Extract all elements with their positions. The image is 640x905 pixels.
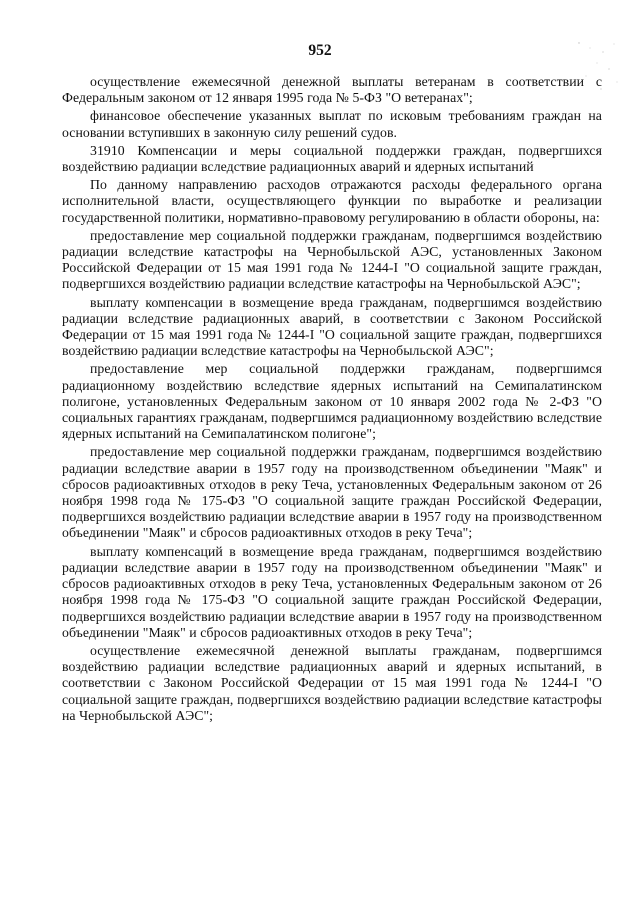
page-number: 952 bbox=[308, 42, 332, 59]
paragraph-radiation-compensation: выплату компенсации в возмещение вреда гражданам, подвергшимся воздействию радиации вследствие радиационных аварий, в соответствии с Законом Российской Федерации от 15 мая 1991 года № 1244-I "О социальной защите граждан, подвергшихся воздействию радиации вследствие катастрофы на Чернобыльской АЭС"; bbox=[62, 294, 602, 359]
paragraph-section-31910: 31910 Компенсации и меры социальной поддержки граждан, подвергшихся воздействию радиации вследствие радиационных аварий и ядерных испытаний bbox=[62, 142, 602, 175]
paragraph-monthly-radiation-payment: осуществление ежемесячной денежной выплаты гражданам, подвергшимся воздействию радиации вследствие радиационных аварий и ядерных испытаний, в соответствии с Законом Российской Федерации от 15 мая 1991 года № 1244-I "О социальной защите граждан, подвергшихся воздействию радиации вследствие катастрофы на Чернобыльской АЭС"; bbox=[62, 642, 602, 723]
paragraph-veterans-payment: осуществление ежемесячной денежной выплаты ветеранам в соответствии с Федеральным законом от 12 января 1995 года № 5-ФЗ "О ветеранах"; bbox=[62, 74, 602, 106]
paragraph-mayak-compensation: выплату компенсаций в возмещение вреда гражданам, подвергшимся воздействию радиации вследствие аварии в 1957 году на производственном объединении "Маяк" и сбросов радиоактивных отходов в реку Теча, установленных Федеральным законом от 26 ноября 1998 года № 175-ФЗ "О социальной защите граждан Российской Федерации, подвергшихся воздействию радиации вследствие аварии в 1957 году на производственном объединении "Маяк" и сбросов радиоактивных отходов в реку Теча"; bbox=[62, 543, 602, 640]
paragraph-direction-description: По данному направлению расходов отражаются расходы федерального органа исполнительной власти, осуществляющего функции по выработке и реализации государственной политики, нормативно-правовому регулированию в области обороны, на: bbox=[62, 177, 602, 225]
paragraph-mayak-support: предоставление мер социальной поддержки гражданам, подвергшимся воздействию радиации вследствие аварии в 1957 году на производственном объединении "Маяк" и сбросов радиоактивных отходов в реку Теча, установленных Федеральным законом от 26 ноября 1998 года № 175-ФЗ "О социальной защите граждан Российской Федерации, подвергшихся воздействию радиации вследствие аварии в 1957 году на производственном объединении "Маяк" и сбросов радиоактивных отходов в реку Теча"; bbox=[62, 444, 602, 541]
paragraph-chernobyl-support: предоставление мер социальной поддержки гражданам, подвергшимся воздействию радиации вследствие катастрофы на Чернобыльской АЭС, установленных Законом Российской Федерации от 15 мая 1991 года № 1244-I "О социальной защите граждан, подвергшихся воздействию радиации вследствие катастрофы на Чернобыльской АЭС"; bbox=[62, 227, 602, 292]
paragraph-court-decisions-payment: финансовое обеспечение указанных выплат по исковым требованиям граждан на основании вступивших в законную силу решений судов. bbox=[62, 108, 602, 140]
paragraph-semipalatinsk-support: предоставление мер социальной поддержки гражданам, подвергшимся радиационному воздействию вследствие ядерных испытаний на Семипалатинском полигоне, установленных Федеральным законом от 10 января 2002 года № 2-ФЗ "О социальных гарантиях гражданам, подвергшимся радиационному воздействию вследствие ядерных испытаний на Семипалатинском полигоне"; bbox=[62, 361, 602, 442]
document-body bbox=[62, 74, 602, 726]
